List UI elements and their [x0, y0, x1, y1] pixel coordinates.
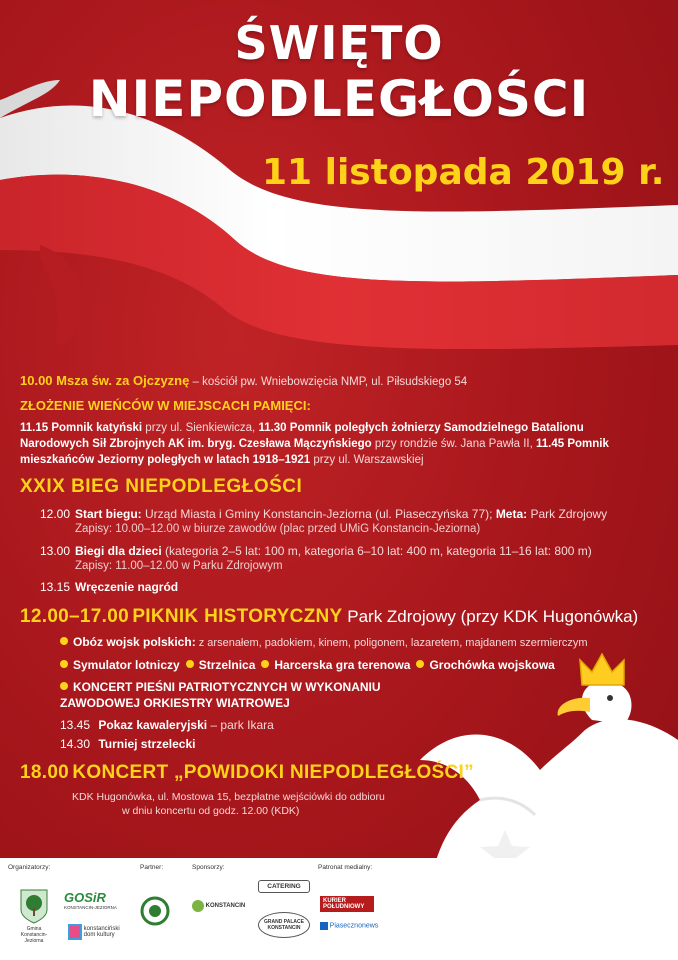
picnic-row [20, 604, 640, 630]
catering-logo [258, 880, 310, 893]
bullet-icon [60, 682, 68, 690]
run-item [20, 543, 640, 559]
run-schedule [20, 506, 640, 596]
concert-time: 18.00 [20, 762, 70, 783]
wreaths-text [20, 420, 620, 468]
attraction-item: Grochówka wojskowa [429, 658, 555, 673]
catering-name: CATERING [258, 880, 310, 893]
sponsors-label: Sponsorzy: [192, 864, 225, 871]
run-text: (kategoria 2–5 lat: 100 m, kategoria 6–10 lat: 400 m, kategoria 11–16 lat: 800 m) [161, 543, 592, 558]
kurier-name: KURIER POŁUDNIOWY [320, 896, 374, 912]
wreaths-part: przy rondzie św. Jana Pawła II, [371, 438, 536, 451]
shoot-label: Turniej strzelecki [98, 736, 196, 751]
bullet-icon [261, 660, 269, 668]
piaseczno-logo [320, 922, 386, 930]
attraction-item: Harcerska gra terenowa [274, 658, 411, 673]
mass-place: – kościół pw. Wniebowzięcia NMP, ul. Piłsudskiego 54 [189, 376, 468, 388]
picnic-title: PIKNIK HISTORYCZNY [132, 605, 343, 627]
picnic-place: Park Zdrojowy (przy KDK Hugonówka) [342, 606, 639, 626]
program [20, 372, 640, 818]
concert-title: KONCERT „POWIDOKI NIEPODLEGŁOŚCI” [72, 762, 474, 783]
concert-band: KONCERT PIEŚNI PATRIOTYCZNYCH W WYKONANIU ZAWODOWEJ ORKIESTRY WIATROWEJ [60, 680, 381, 711]
bullet-icon [60, 660, 68, 668]
cavalry-row [20, 717, 640, 733]
run-item [20, 506, 640, 522]
wreaths-part: 11.15 [20, 422, 52, 435]
partner-logo [140, 896, 170, 928]
event-date: 11 listopada 2019 r. [262, 152, 665, 193]
concert-band-row [20, 679, 450, 711]
sponsors-footer [0, 858, 678, 960]
run-label: Start biegu: [75, 506, 142, 521]
run-time: 13.00 [40, 543, 71, 558]
organizers-label: Organizatorzy: [8, 864, 51, 871]
sponsor-name: KONSTANCIN [205, 903, 246, 909]
bullet-icon [186, 660, 194, 668]
bullet-icon [416, 660, 424, 668]
kdk-name: konstanciński dom kultury [83, 926, 120, 938]
concert-info-1: KDK Hugonówka, ul. Mostowa 15, bezpłatne wejściówki do odbioru [72, 790, 385, 803]
run-time: 12.00 [40, 506, 71, 521]
title-line-1: ŚWIĘTO [234, 16, 444, 70]
run-text-2: Park Zdrojowy [527, 506, 608, 521]
run-item [20, 579, 640, 595]
run-heading: XXIX BIEG NIEPODLEGŁOŚCI [20, 476, 303, 498]
run-signup: Zapisy: 11.00–12.00 w Parku Zdrojowym [75, 559, 283, 572]
wreaths-part: przy ul. Sienkiewicza, [142, 422, 259, 435]
patrons-label: Patronat medialny: [318, 864, 373, 871]
news-icon [320, 922, 328, 930]
wreaths-part: przy ul. Warszawskiej [310, 454, 424, 467]
camp-label: Obóz wojsk polskich: [73, 635, 196, 650]
cavalry-label: Pokaz kawaleryjski [98, 717, 208, 732]
gmina-logo [14, 888, 54, 944]
run-label-2: Meta: [495, 506, 528, 521]
attractions-row [20, 657, 640, 673]
wreaths-part: Pomnik mieszkańców Jeziorny poległych w latach 1918–1921 [20, 438, 609, 467]
gosir-sub: KONSTANCIN-JEZIORNA [64, 905, 117, 910]
shoot-time: 14.30 [60, 736, 91, 751]
bullet-icon [60, 637, 68, 645]
camp-row [20, 634, 640, 651]
wreaths-part: 11.30 [258, 422, 290, 435]
grand-palace-logo [258, 912, 310, 938]
title-line-2: NIEPODLEGŁOŚCI [88, 70, 590, 128]
attraction-item: Symulator lotniczy [73, 658, 180, 673]
leaf-icon [192, 900, 204, 912]
attraction-item: Strzelnica [198, 658, 256, 673]
cavalry-time: 13.45 [60, 717, 91, 732]
grand-palace-name: GRAND PALACE KONSTANCIN [258, 912, 310, 938]
concert-info-2: w dniu koncertu od godz. 12.00 (KDK) [122, 804, 300, 817]
mass-row [20, 372, 640, 391]
kdk-logo [68, 924, 130, 940]
concert-row [20, 760, 640, 786]
shoot-row [20, 736, 640, 752]
run-text: Urząd Miasta i Gminy Konstancin-Jeziorna (ul. Piaseczyńska 77); [141, 506, 496, 521]
run-signup: Zapisy: 10.00–12.00 w biurze zawodów (plac przed UMiG Konstancin-Jeziorna) [75, 523, 481, 536]
wreaths-heading: ZŁOŻENIE WIEŃCÓW W MIEJSCACH PAMIĘCI: [20, 397, 311, 413]
partner-badge-icon [140, 896, 170, 926]
piaseczno-name: Piasecznonews [329, 922, 379, 930]
gosir-logo [64, 890, 124, 910]
wreaths-part: 11.45 [535, 438, 568, 451]
wreaths-part: Pomnik poległych żołnierzy Samodzielnego Batalionu Narodowych Sił Zbrojnych AK im. bryg. Czesława Mączyńskiego [20, 422, 584, 451]
gosir-name: GOSiR [64, 890, 106, 905]
camp-text: z arsenałem, padokiem, kinem, poligonem, lazaretem, majdanem szermierczym [195, 637, 588, 650]
tree-crest-icon [19, 888, 49, 924]
sponsor-logo [192, 900, 252, 912]
gmina-name: Gmina Konstancin-Jeziorna [20, 926, 48, 944]
run-label: Wręczenie nagród [75, 580, 179, 595]
wreaths-part: Pomnik katyński [51, 422, 143, 435]
picnic-time: 12.00–17.00 [20, 605, 129, 627]
kurier-logo [320, 896, 374, 912]
run-label: Biegi dla dzieci [75, 543, 162, 558]
mass-time: 10.00 [20, 373, 53, 388]
run-time: 13.15 [40, 580, 71, 595]
cavalry-place: – park Ikara [207, 717, 274, 732]
partner-label: Partner: [140, 864, 164, 871]
kdk-icon [68, 924, 82, 940]
mass-title: Msza św. za Ojczyznę [56, 373, 190, 388]
